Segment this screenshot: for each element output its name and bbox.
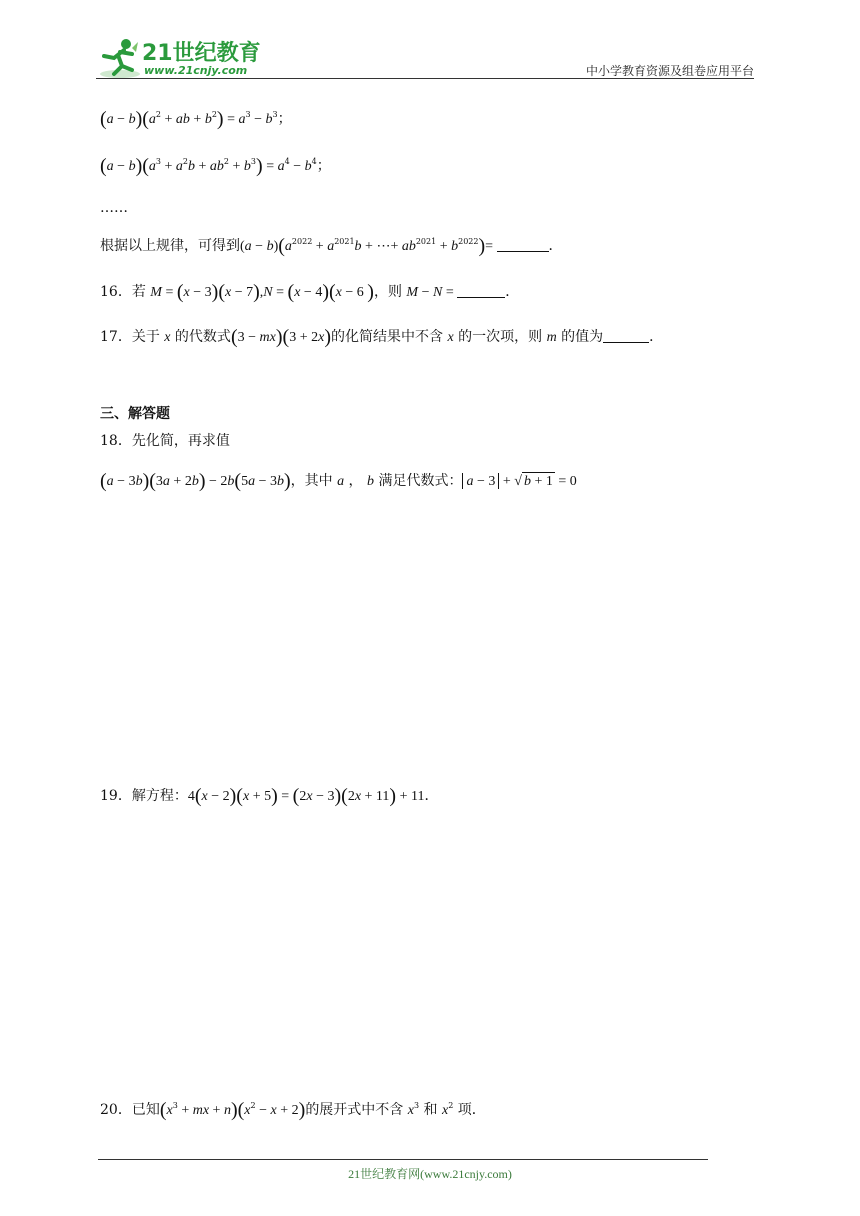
question-17: 17．关于 x 的代数式(3 − mx)(3 + 2x)的化简结果中不含 x 的一次项，则 m 的值为 ． xyxy=(100,326,664,348)
question-16: 16．若 M = (x − 3)(x − 7),N = (x − 4)(x − 6 )，则 M − N = ． xyxy=(100,281,520,303)
question-18-expression: (a − 3b)(3a + 2b) − 2b(5a − 3b)，其中 a ， b 满足代数式： a − 3 + √ b + 1 = 0 xyxy=(100,470,577,492)
question-15-conclusion: 根据以上规律，可得到$(a - b)(a^{2022} + a^{2021}b$ + ⋯+ $ab^{2021} + b^{2022})=$ ． xyxy=(100,235,563,257)
question-19: 19．解方程：4(x − 2)(x + 5) = (2x − 3)(2x + 11) + 11． xyxy=(100,785,439,807)
formula-cube-difference: $(a - b)(a^2$ + ab + $b^2) = a^3 - b^3$； xyxy=(100,108,292,130)
logo-title: 21世纪教育 xyxy=(142,41,261,66)
formula-fourth-difference: $(a - b)(a^3 + a^2b + ab^2 + b^3) = a^4 - b^4$； xyxy=(100,155,331,177)
answer-blank[interactable] xyxy=(497,237,549,252)
q15-lead: 根据以上规律，可得到 xyxy=(100,238,240,254)
logo-url: www.21cnjy.com xyxy=(144,64,248,77)
question-18-intro: 18．先化简，再求值 xyxy=(100,433,230,449)
footer-link[interactable]: 21世纪教育网(www.21cnjy.com) xyxy=(348,1167,512,1181)
answer-blank[interactable] xyxy=(457,283,505,298)
ellipsis: …… xyxy=(100,200,128,216)
answer-blank[interactable] xyxy=(603,328,649,343)
runner-logo-icon xyxy=(96,36,140,80)
site-logo xyxy=(96,34,261,82)
header-tagline: 中小学教育资源及组卷应用平台 xyxy=(585,64,754,78)
section-title: 三、解答题 xyxy=(100,406,170,422)
footer-divider xyxy=(98,1159,708,1160)
question-20: 20．已知($x^3$ + mx + $n)(x^2 - x + 2)$的展开式中不含 $x^3$ 和 $x^2$ 项． xyxy=(100,1099,486,1121)
header-divider xyxy=(96,78,754,79)
